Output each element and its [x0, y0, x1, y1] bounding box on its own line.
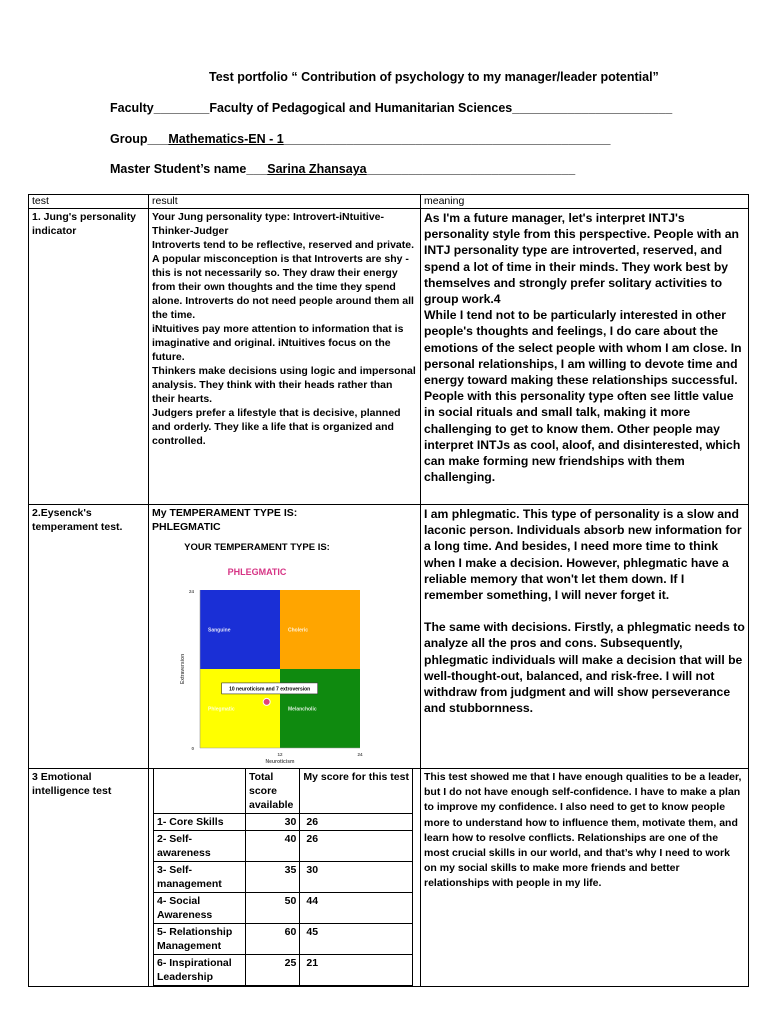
- faculty-label: Faculty: [110, 101, 154, 115]
- col-header-meaning: meaning: [421, 195, 749, 209]
- faculty-value: Faculty of Pedagogical and Humanitarian Sciences: [209, 101, 513, 115]
- ei-skill-total: 30: [246, 814, 300, 831]
- faculty-line: [110, 101, 672, 115]
- quadrant-label-melancholic: Melancholic: [288, 706, 317, 713]
- ei-score-row: [154, 831, 413, 862]
- jung-result-introverts: Introverts tend to be reflective, reserved and private. A popular misconception is that Introverts are shy - this is not necessarily so. They draw their energy from their own thoughts and the time they spend alone. Introverts do not need people around them all the time.: [152, 239, 415, 321]
- quadrant-label-choleric: Choleric: [288, 627, 309, 634]
- jung-test-name: 1. Jung's personality indicator: [32, 211, 137, 237]
- ei-meaning-overlap: This test: [424, 771, 468, 783]
- ei-skill-total: 25: [246, 955, 300, 986]
- ei-skill-total: 50: [246, 893, 300, 924]
- student-trailing-line: ______________________________: [366, 162, 576, 176]
- eysenck-result-line2: PHLEGMATIC: [152, 521, 221, 533]
- eysenck-meaning-p1: I am phlegmatic. This type of personality is a slow and laconic person. Individuals absorb new information for a long time. And besides, I need more time to think when I make a decision. However, phlegmatic have a reliable memory that won't let them down. If I remember something, I will never forget it.: [424, 507, 742, 603]
- ei-skill-name: 1- Core Skills: [154, 814, 246, 831]
- col-header-result: result: [149, 195, 421, 209]
- table-header-row: [29, 195, 749, 209]
- student-line: [110, 162, 575, 176]
- ei-skill-name: 5- Relationship Management: [154, 924, 246, 955]
- ei-score-row: [154, 814, 413, 831]
- ei-score-row: [154, 862, 413, 893]
- y-tick-label: 24: [188, 589, 194, 594]
- ei-skill-score: 21: [300, 955, 413, 986]
- ei-header-blank: [154, 769, 246, 814]
- ei-skill-name: 2- Self- awareness: [154, 831, 246, 862]
- jung-meaning-p1: As I'm a future manager, let's interpret INTJ's personality style from this perspective. People with an INTJ personality type are introverted, reserved, and spend a lot of time in their minds. They work best by themselves and strongly prefer solitary activities to group work.4: [424, 211, 739, 307]
- x-tick-label: 24: [357, 752, 363, 757]
- chart-subtitle: PHLEGMATIC: [227, 567, 287, 577]
- jung-result-type: Your Jung personality type: Introvert-iNtuitive-Thinker-Judger: [152, 211, 384, 237]
- group-line: [110, 132, 610, 146]
- ei-header-row: [154, 769, 413, 814]
- ei-skill-total: 40: [246, 831, 300, 862]
- ei-result-cell: [149, 769, 421, 987]
- jung-result-cell: [149, 209, 421, 505]
- eysenck-meaning-p2: The same with decisions. Firstly, a phlegmatic needs to analyze all the pros and cons. Subsequently, phlegmatic individuals will make a decision that will be well-thought-out, balanced, and risk-free. I will not withdraw from judgment and will show perseverance and stubbornness.: [424, 620, 745, 716]
- eysenck-test-cell: [29, 505, 149, 769]
- chart-title: YOUR TEMPERAMENT TYPE IS:: [184, 542, 330, 553]
- jung-meaning-p2: While I tend not to be particularly interested in other people's thoughts and feelings, I do care about the emotions of the select people with whom I am close. In personal relationships, I am willing to devote time and energy toward making these relationships successful.: [424, 308, 742, 388]
- jung-meaning-p3: People with this personality type often see little value in social rituals and small talk, making it more challenging to get to know them. Other people may interpret INTJs as cool, aloof, and disinterested, which can make forming new friendships with them challenging.: [424, 389, 741, 485]
- jung-result-thinkers: Thinkers make decisions using logic and impersonal analysis. They think with their heads rather than their hearts.: [152, 365, 416, 405]
- quadrant-label-phlegmatic: Phlegmatic: [208, 706, 235, 713]
- portfolio-table: [28, 194, 749, 987]
- ei-test-cell: [29, 769, 149, 987]
- table-row-ei: [29, 769, 749, 987]
- group-label: Group: [110, 132, 148, 146]
- point-annotation-label: 10 neuroticism and 7 extroversion: [229, 686, 311, 693]
- jung-result-judgers: Judgers prefer a lifestyle that is decisive, planned and orderly. They like a life that is organized and controlled.: [152, 407, 401, 447]
- group-blank: ___: [147, 132, 169, 146]
- x-axis-label: Neuroticism: [265, 759, 295, 765]
- jung-test-cell: [29, 209, 149, 505]
- temperament-chart-svg: [156, 538, 363, 765]
- ei-skill-score: 30: [300, 862, 413, 893]
- ei-skill-score: 26: [300, 831, 413, 862]
- jung-meaning-cell: [421, 209, 749, 505]
- student-blank: ___: [246, 162, 268, 176]
- ei-skill-name: 4- Social Awareness: [154, 893, 246, 924]
- quadrant-label-sanguine: Sanguine: [208, 627, 231, 634]
- ei-score-table: [153, 769, 413, 986]
- data-point: [263, 698, 270, 705]
- eysenck-result-cell: [149, 505, 421, 769]
- ei-header-score: My score for this test: [300, 769, 413, 814]
- student-label: Master Student’s name: [110, 162, 247, 176]
- ei-meaning-body: showed me that I have enough qualities to be a leader, but I do not have enough self-confidence. I have to make a plan to improve my confidence. I also need to get to know people more to understand how to influence them, motivate them, and learn how to resolve conflicts. Relationships are one of the most crucial skills in our world, and that’s why I need to work on my social skills to make more friends and better relationships with people in my life.: [424, 771, 742, 890]
- x-tick-label: 12: [277, 752, 283, 757]
- y-axis-label: Extraversion: [180, 653, 186, 685]
- ei-meaning-text: [424, 770, 745, 892]
- eysenck-meaning-cell: [421, 505, 749, 769]
- eysenck-result-line1: My TEMPERAMENT TYPE IS:: [152, 507, 298, 519]
- temperament-chart: [156, 538, 363, 765]
- ei-meaning-cell: [421, 769, 749, 987]
- eysenck-test-name: 2.Eysenck's temperament test.: [32, 507, 123, 533]
- student-value: Sarina Zhansaya: [267, 162, 367, 176]
- ei-skill-total: 35: [246, 862, 300, 893]
- ei-score-row: [154, 955, 413, 986]
- table-row-jung: [29, 209, 749, 505]
- ei-skill-score: 26: [300, 814, 413, 831]
- jung-result-intuitives: iNtuitives pay more attention to information that is imaginative and original. iNtuitives focus on the future.: [152, 323, 404, 363]
- ei-test-name: 3 Emotional intelligence test: [32, 771, 112, 797]
- ei-skill-name: 3- Self-management: [154, 862, 246, 893]
- ei-skill-total: 60: [246, 924, 300, 955]
- faculty-trailing-line: _______________________: [512, 101, 673, 115]
- group-trailing-line: _______________________________________________: [283, 132, 611, 146]
- ei-score-row: [154, 893, 413, 924]
- table-row-eysenck: [29, 505, 749, 769]
- y-tick-label: 0: [191, 746, 194, 751]
- ei-score-row: [154, 924, 413, 955]
- ei-skill-name: 6- Inspirational Leadership: [154, 955, 246, 986]
- ei-header-total: Total score available: [246, 769, 300, 814]
- ei-skill-score: 45: [300, 924, 413, 955]
- group-value: Mathematics-EN - 1: [168, 132, 284, 146]
- ei-skill-score: 44: [300, 893, 413, 924]
- page-title: Test portfolio “ Contribution of psychology to my manager/leader potential”: [209, 70, 659, 84]
- faculty-blank: ________: [153, 101, 210, 115]
- col-header-test: test: [29, 195, 149, 209]
